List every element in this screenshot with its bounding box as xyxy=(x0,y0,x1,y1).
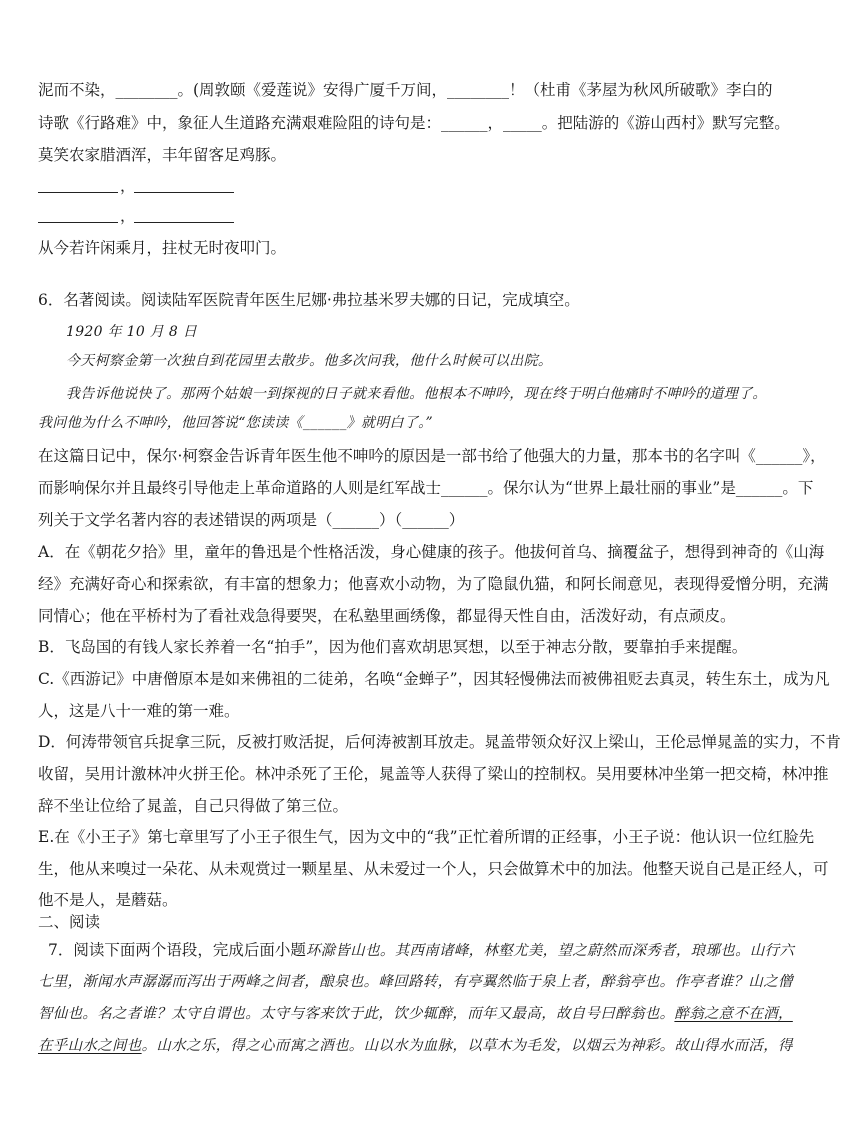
passage-text: 环滁皆山也。其西南诸峰，林壑尤美，望之蔚然而深秀者，琅琊也。山行六 xyxy=(305,943,795,959)
answer-blank[interactable] xyxy=(38,192,118,193)
option-a: 同情心；他在平桥村为了看社戏急得要哭，在私塾里画绣像，都显得天性自由，活泼好动，有点顽皮。 xyxy=(38,607,736,625)
option-d: 辞不坐让位给了晁盖，自己只得做了第三位。 xyxy=(38,797,349,815)
poem-line-mo-xiao: 莫笑农家腊酒浑，丰年留客足鸡豚。 xyxy=(38,146,287,164)
question-7-lead: 7．阅读下面两个语段，完成后面小题 xyxy=(48,941,306,959)
diary-date: 1920 年 10 月 8 日 xyxy=(66,324,198,340)
diary-paragraph: 今天柯察金第一次独自到花园里去散步。他多次问我，他什么时候可以出院。 xyxy=(66,353,553,369)
underlined-sentence: 醉翁之意不在酒， xyxy=(674,1006,793,1022)
poem-line-cong-jin: 从今若许闲乘月，拄杖无时夜叩门。 xyxy=(38,239,287,257)
option-d: D．何涛带领官兵捉拿三阮，反被打败活捉，后何涛被割耳放走。晁盖带领众好汉上梁山，王伦忌惮晁盖的实力，不肯 xyxy=(38,733,841,751)
answer-blank[interactable] xyxy=(38,222,118,223)
poem-fill-line-2: 诗歌《行路难》中，象征人生道路充满艰难险阻的诗句是：______，_____。把陆游的《游山西村》默写完整。 xyxy=(38,114,790,132)
option-a: A．在《朝花夕拾》里，童年的鲁迅是个性格活泼，身心健康的孩子。他拔何首乌、摘覆盆子，想得到神奇的《山海 xyxy=(38,543,825,561)
question-6-text: 而影响保尔并且最终引导他走上革命道路的人则是红军战士______。保尔认为“世界上最壮丽的事业”是______。下 xyxy=(38,479,814,497)
section-heading: 二、阅读 xyxy=(38,913,101,931)
poem-fill-line-1: 泥而不染，________。(周敦颐《爱莲说》安得广厦千万间，________！（杜甫《茅屋为秋风所破歌》李白的 xyxy=(38,81,773,99)
passage-text: 。山水之乐，得之心而寓之酒也。山以水为血脉，以草木为毛发，以烟云为神彩。故山得水而活，得 xyxy=(141,1038,793,1054)
question-7-first-line xyxy=(48,940,795,961)
option-e: 他不是人，是蘑菇。 xyxy=(38,891,178,909)
option-c: 人，这是八十一难的第一难。 xyxy=(38,702,240,720)
option-c: C.《西游记》中唐僧原本是如来佛祖的二徒弟，名唤“金蝉子”，因其轻慢佛法而被佛祖贬去真灵，转生东土，成为凡 xyxy=(38,670,830,688)
option-d: 收留，吴用计激林冲火拼王伦。林冲杀死了王伦，晁盖等人获得了梁山的控制权。吴用要林冲坐第一把交椅，林冲推 xyxy=(38,765,829,783)
passage-text: 智仙也。名之者谁？太守自谓也。太守与客来饮于此，饮少辄醉，而年又最高，故自号曰醉翁也。 xyxy=(38,1006,675,1022)
question-6-text: 在这篇日记中，保尔·柯察金告诉青年医生他不呻吟的原因是一部书给了他强大的力量，那本书的名字叫《______》， xyxy=(38,447,826,465)
question-6-text: 列关于文学名著内容的表述错误的两项是（______）（______） xyxy=(38,511,465,529)
answer-blank[interactable] xyxy=(134,222,234,223)
passage-text-line xyxy=(38,1036,793,1056)
blank-comma: ， xyxy=(120,207,136,225)
option-a: 经》充满好奇心和探索欲，有丰富的想象力；他喜欢小动物，为了隐鼠仇猫，和阿长闹意见，表现得爱憎分明，充满 xyxy=(38,575,829,593)
option-b: B．飞岛国的有钱人家长养着一名“拍手”，因为他们喜欢胡思冥想，以至于神志分散，要靠拍手来提醒。 xyxy=(38,638,748,656)
passage-text: 七里，渐闻水声潺潺而泻出于两峰之间者，酿泉也。峰回路转，有亭翼然临于泉上者，醉翁亭也。作亭者谁？山之僧 xyxy=(38,974,793,990)
diary-paragraph: 我告诉他说快了。那两个姑娘一到探视的日子就来看他。他根本不呻吟，现在终于明白他痛时不呻吟的道理了。 xyxy=(66,386,767,402)
blank-comma: ， xyxy=(120,177,136,195)
option-e: E.在《小王子》第七章里写了小王子很生气，因为文中的“我”正忙着所谓的正经事，小王子说：他认识一位红脸先 xyxy=(38,828,815,846)
question-6-heading: 6．名著阅读。阅读陆军医院青年医生尼娜·弗拉基米罗夫娜的日记，完成填空。 xyxy=(38,291,580,309)
answer-blank[interactable] xyxy=(134,192,234,193)
option-e: 生，他从来嗅过一朵花、从未观赏过一颗星星、从未爱过一个人，只会做算术中的加法。他整天说自己是正经人，可 xyxy=(38,860,829,878)
diary-paragraph: 我问他为什么不呻吟，他回答说“您读读《______》就明白了。” xyxy=(38,415,433,431)
underlined-sentence: 在乎山水之间也 xyxy=(38,1038,142,1054)
passage-text-line xyxy=(38,1004,793,1024)
